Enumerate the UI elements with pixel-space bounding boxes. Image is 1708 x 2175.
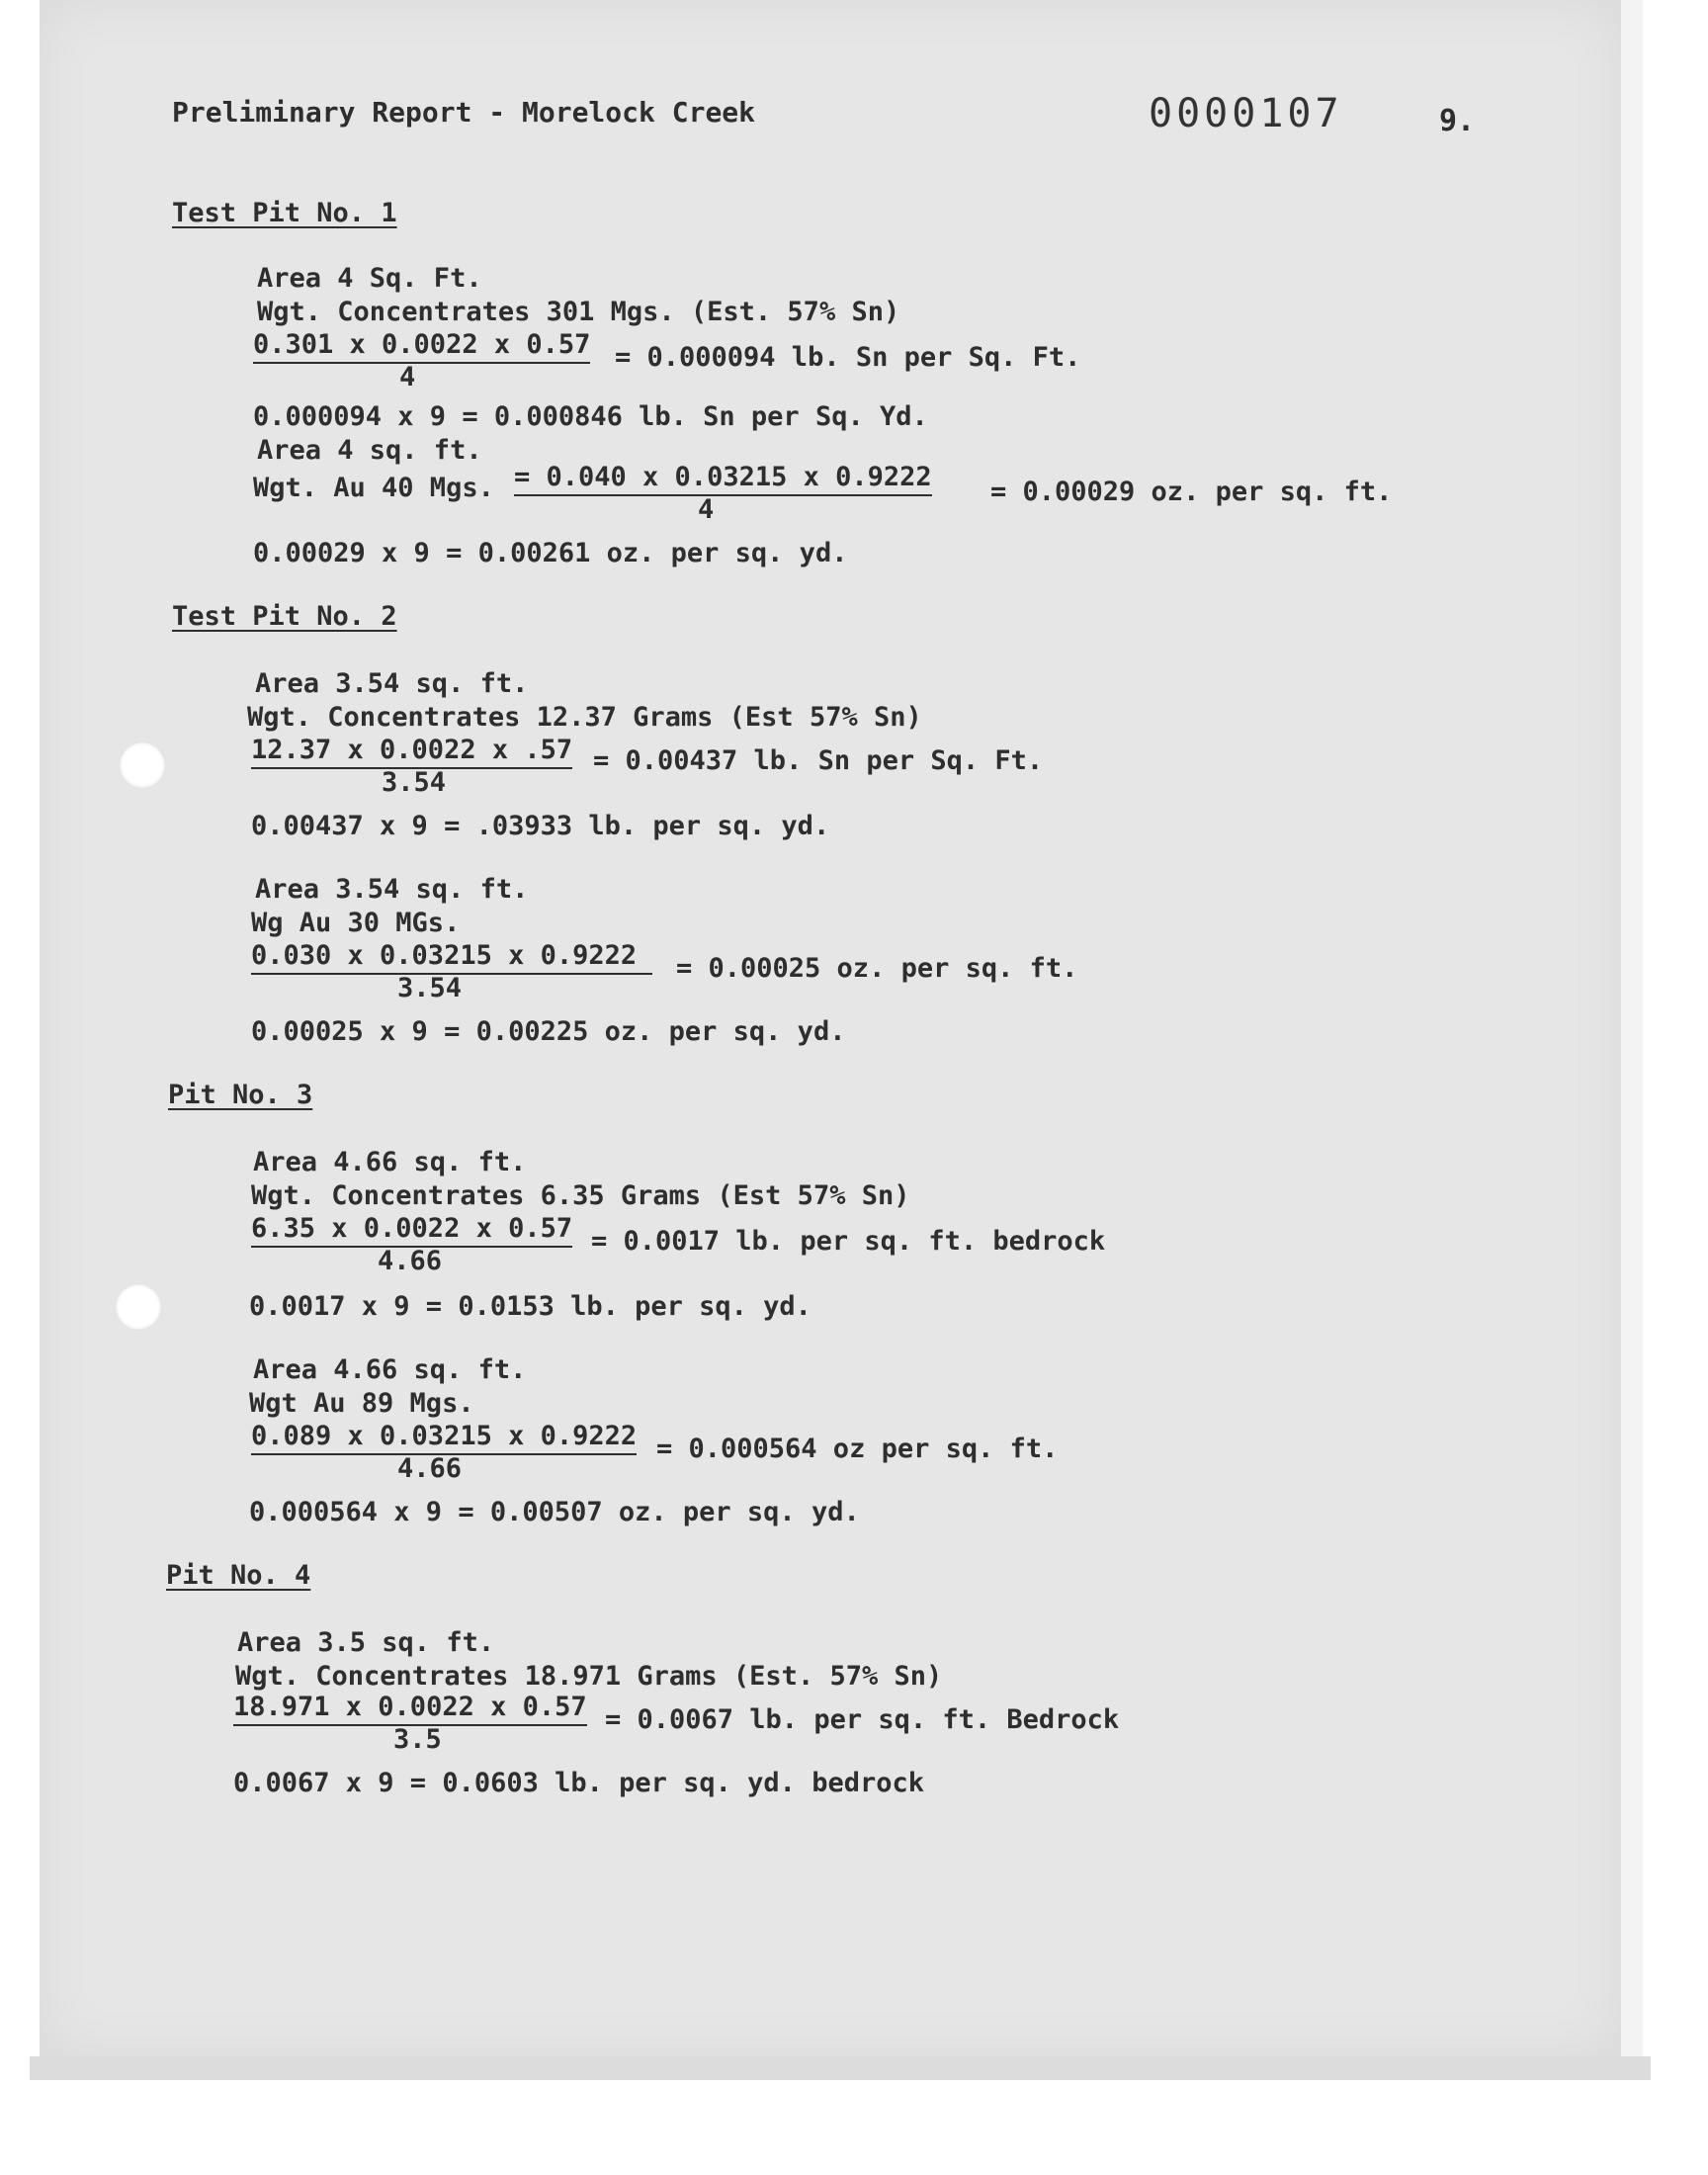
pit-1-au-numerator: = 0.040 x 0.03215 x 0.9222 — [514, 463, 932, 496]
pit-2-au-result: = 0.00025 oz. per sq. ft. — [676, 953, 1078, 984]
pit-2-au-fraction — [251, 940, 653, 1003]
pit-3-au-numerator: 0.089 x 0.03215 x 0.9222 — [251, 1422, 637, 1455]
pit-4-sn-result: = 0.0067 lb. per sq. ft. Bedrock — [605, 1704, 1120, 1735]
pit-3-au-denominator: 4.66 — [397, 1453, 463, 1484]
pit-3-sn-fraction — [251, 1213, 573, 1276]
pit-3-sn-result: = 0.0017 lb. per sq. ft. bedrock — [591, 1226, 1106, 1257]
pit-4-sn-numerator: 18.971 x 0.0022 x 0.57 — [233, 1693, 587, 1726]
pit-3-sn-denominator: 4.66 — [378, 1246, 443, 1276]
pit-1-area: Area 4 Sq. Ft. — [257, 263, 482, 294]
pit-1-au-area: Area 4 sq. ft. — [257, 435, 482, 466]
pit-3-concentrates: Wgt. Concentrates 6.35 Grams (Est 57% Sn) — [251, 1180, 910, 1211]
pit-1-sn-fraction — [253, 329, 591, 392]
punch-hole — [115, 1283, 162, 1331]
section-heading-pit-3: Pit No. 3 — [168, 1080, 313, 1110]
pit-2-sn-per-yard: 0.00437 x 9 = .03933 lb. per sq. yd. — [251, 811, 830, 841]
pit-2-au-per-yard: 0.00025 x 9 = 0.00225 oz. per sq. yd. — [251, 1016, 846, 1047]
section-heading-pit-2: Test Pit No. 2 — [172, 601, 397, 632]
pit-3-sn-per-yard: 0.0017 x 9 = 0.0153 lb. per sq. yd. — [249, 1291, 811, 1322]
page-number: 9. — [1439, 104, 1476, 138]
pit-1-au-result: = 0.00029 oz. per sq. ft. — [990, 477, 1393, 507]
pit-3-au-label: Wgt Au 89 Mgs. — [249, 1388, 474, 1419]
pit-1-au-per-yard: 0.00029 x 9 = 0.00261 oz. per sq. yd. — [253, 538, 848, 568]
pit-3-au-area: Area 4.66 sq. ft. — [253, 1354, 527, 1385]
pit-2-sn-fraction — [251, 735, 573, 798]
punch-hole — [119, 741, 166, 789]
pit-3-sn-numerator: 6.35 x 0.0022 x 0.57 — [251, 1214, 572, 1248]
pit-4-area: Area 3.5 sq. ft. — [237, 1627, 495, 1658]
pit-1-au-denominator: 4 — [698, 494, 715, 525]
pit-4-sn-per-yard: 0.0067 x 9 = 0.0603 lb. per sq. yd. bedrock — [233, 1768, 924, 1798]
pit-1-concentrates: Wgt. Concentrates 301 Mgs. (Est. 57% Sn) — [257, 297, 900, 327]
scan-bottom-band — [30, 2056, 1651, 2080]
pit-1-sn-per-yard: 0.000094 x 9 = 0.000846 lb. Sn per Sq. Yd. — [253, 401, 928, 432]
section-heading-pit-1: Test Pit No. 1 — [172, 198, 397, 228]
pit-2-au-label: Wg Au 30 MGs. — [251, 908, 461, 938]
pit-1-sn-numerator: 0.301 x 0.0022 x 0.57 — [253, 330, 590, 364]
section-heading-pit-4: Pit No. 4 — [166, 1560, 311, 1591]
pit-2-area: Area 3.54 sq. ft. — [255, 668, 529, 699]
pit-3-au-per-yard: 0.000564 x 9 = 0.00507 oz. per sq. yd. — [249, 1497, 860, 1527]
pit-4-sn-fraction — [233, 1692, 587, 1755]
pit-3-area: Area 4.66 sq. ft. — [253, 1147, 527, 1177]
paper-edge — [1621, 0, 1643, 2076]
pit-2-sn-denominator: 3.54 — [382, 767, 447, 798]
pit-4-sn-denominator: 3.5 — [393, 1724, 442, 1755]
pit-1-au-label: Wgt. Au 40 Mgs. — [253, 473, 494, 503]
pit-2-concentrates: Wgt. Concentrates 12.37 Grams (Est 57% Sn) — [247, 702, 922, 733]
pit-2-au-numerator: 0.030 x 0.03215 x 0.9222 — [251, 941, 652, 975]
pit-1-sn-result: = 0.000094 lb. Sn per Sq. Ft. — [615, 342, 1081, 373]
pit-3-au-result: = 0.000564 oz per sq. ft. — [656, 1434, 1059, 1464]
pit-1-au-fraction — [514, 462, 932, 525]
pit-2-au-denominator: 3.54 — [397, 973, 463, 1003]
report-title: Preliminary Report - Morelock Creek — [172, 96, 756, 129]
pit-1-sn-denominator: 4 — [399, 362, 416, 392]
document-number-stamp: 0000107 — [1149, 91, 1343, 136]
pit-3-au-fraction — [251, 1421, 638, 1484]
pit-2-sn-numerator: 12.37 x 0.0022 x .57 — [251, 736, 572, 769]
pit-2-au-area: Area 3.54 sq. ft. — [255, 874, 529, 905]
pit-2-sn-result: = 0.00437 lb. Sn per Sq. Ft. — [593, 745, 1044, 776]
pit-4-concentrates: Wgt. Concentrates 18.971 Grams (Est. 57% Sn) — [235, 1661, 943, 1692]
